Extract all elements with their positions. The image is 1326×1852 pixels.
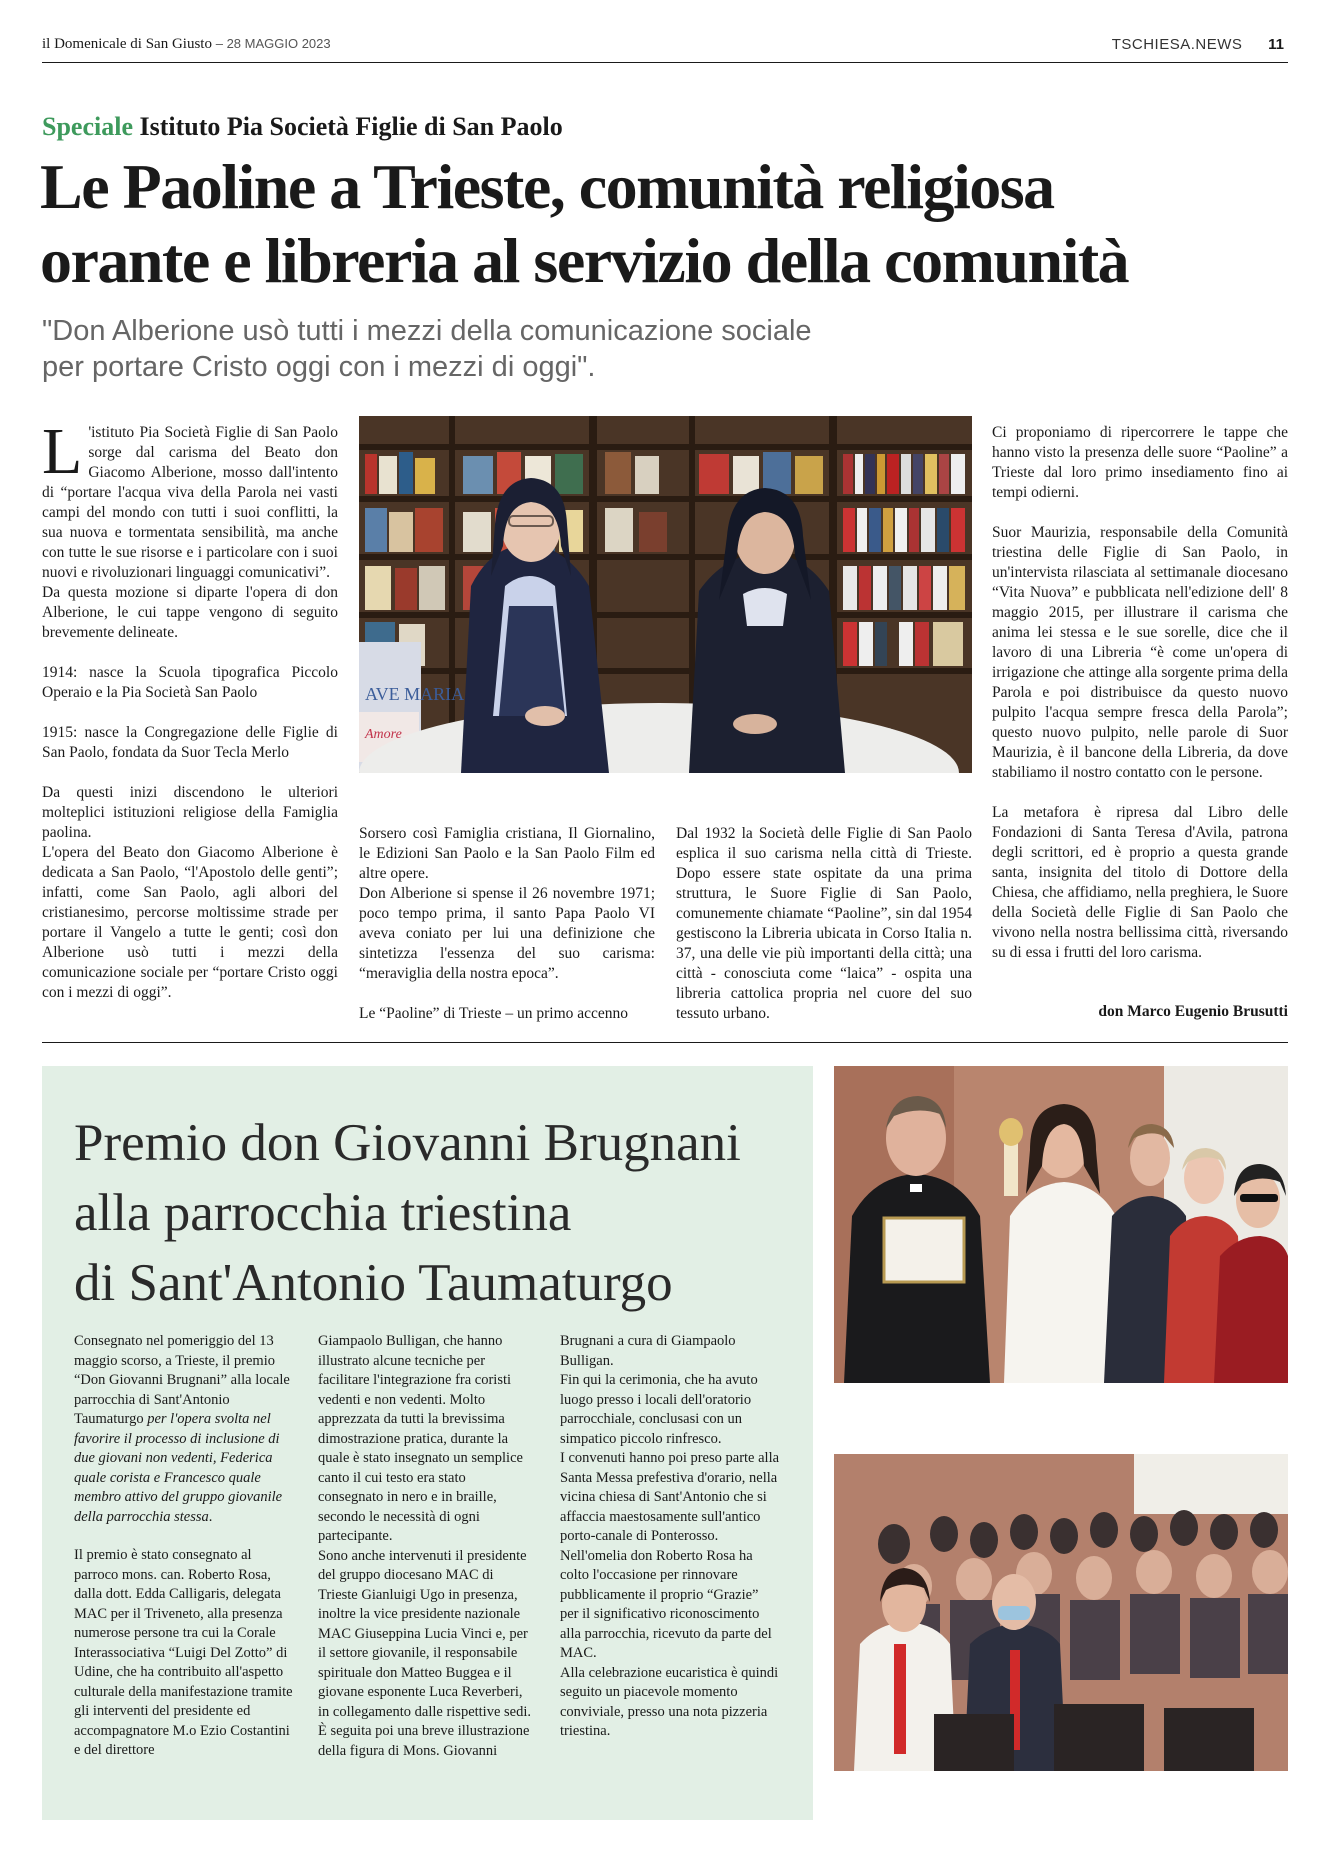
author-signature: don Marco Eugenio Brusutti (1098, 1003, 1288, 1020)
photo-nuns-in-bookshop (359, 416, 972, 773)
paragraph: Sono anche intervenuti il presidente del gruppo diocesano MAC di Trieste Gianluigi Ugo in presenza, inoltre la vice presidente nazionale MAC Giuseppina Lucia Vinci e, per il settore giovanile, il responsabile spirituale don Matteo Buggea e il giovane esponente Luca Reverberi, in collegamento dalle rispettive sedi. (318, 1547, 532, 1720)
title-line-1: Premio don Giovanni Brugnani (74, 1114, 741, 1172)
photo-audience (834, 1454, 1288, 1771)
paragraph: È seguita poi una breve illustrazione della figura di Mons. Giovanni (318, 1723, 530, 1759)
page-number: 11 (1268, 36, 1284, 53)
header-rule (42, 62, 1288, 63)
running-header-right (1112, 36, 1284, 54)
paragraph: 1914: nasce la Scuola tipografica Piccolo Operaio e la Pia Società San Paolo (42, 664, 338, 701)
paragraph: 1915: nasce la Congregazione delle Figlie di San Paolo, fondata da Suor Tecla Merlo (42, 724, 338, 761)
award-ceremony-illustration (834, 1066, 1288, 1383)
paragraph: Ci proponiamo di ripercorrere le tappe che hanno visto la presenza delle suore “Paoline” a Trieste dal loro primo insediamento fino ai tempi odierni. (992, 424, 1288, 501)
award-column-1 (74, 1332, 296, 1780)
headline-line-1: Le Paoline a Trieste, comunità religiosa (40, 151, 1054, 222)
article-column-2 (359, 824, 655, 1044)
paragraph: Giampaolo Bulligan, che hanno illustrato alcune tecniche per facilitare l'integrazione fra coristi vedenti e non vedenti. Molto apprezzata da tutti la brevissima dimostrazione pratica, durante la quale è stato insegnato un semplice canto il cui testo era stato consegnato in nero e in braille, secondo le necessità di ogni partecipante. (318, 1333, 523, 1544)
subhead-line-1: "Don Alberione usò tutti i mezzi della comunicazione sociale (42, 315, 812, 347)
paragraph: Fin qui la cerimonia, che ha avuto luogo presso i locali dell'oratorio parrocchiale, conclusasi con un simpatico piccolo rinfresco. (560, 1372, 758, 1447)
section-divider (42, 1042, 1288, 1043)
paragraph: Il premio è stato consegnato al parroco mons. can. Roberto Rosa, dalla dott. Edda Calligaris, delegata MAC per il Triveneto, alla presenza numerose persone tra cui la Corale Interassociativa “Luigi Del Zotto” di Udine, che ha contribuito all'aspetto culturale della manifestazione tramite gli interventi del presidente ed accompagnatore M.o Ezio Costantini e del direttore (74, 1547, 293, 1758)
book-cover-text-amore: Amore (365, 727, 402, 742)
award-article-title (74, 1108, 794, 1318)
paragraph: Don Alberione si spense il 26 novembre 1971; poco tempo prima, il santo Papa Paolo VI aveva coniato per lui una definizione che sintetizza l'essenza del suo carisma: “meraviglia della nostra epoca”. (359, 885, 655, 982)
paragraph: La metafora è ripresa dal Libro delle Fondazioni di Santa Teresa d'Avila, patrona degli scrittori, ed è proprio a questa grande santa, insignita del titolo di Dottore della Chiesa, che affidiamo, nella preghiera, le Suore della Società delle Figlie di San Paolo che vivono nella nostra bellissima città, riversando su di essa i frutti del loro carisma. (992, 804, 1288, 961)
paragraph: L'opera del Beato don Giacomo Alberione è dedicata a San Paolo, “l'Apostolo delle genti”; infatti, come San Paolo, agli albori del cristianesimo, percorse moltissime strade per portare il Vangelo a tutte le genti; così don Alberione usò tutti i mezzi della comunicazione sociale per “portare Cristo oggi con i mezzi di oggi”. (42, 844, 338, 1001)
article-headline (40, 150, 1300, 298)
kicker-topic: Istituto Pia Società Figlie di San Paolo (139, 112, 563, 141)
site-name: TSCHIESA.NEWS (1111, 36, 1243, 53)
photo-award-ceremony (834, 1066, 1288, 1383)
drop-cap: L (42, 415, 83, 488)
paragraph: Suor Maurizia, responsabile della Comunità triestina delle Figlie di San Paolo, in un'intervista rilasciata al settimanale diocesano “Vita Nuova” e pubblicata nell'edizione dell' 8 maggio 2015, per illustrare il carisma che anima lei stessa e le sue sorelle, dice che il lavoro di una Libreria “è come un'opera di irrigazione che attinge alla sorgente prima della Parola e poi distribuisce da questo nuovo pulpito l'acqua sempre fresca della Parola”; questo nuovo pulpito, nelle parole di Suor Maurizia, è il bancone della Libreria, da dove stabiliamo il nostro contatto con le persone. (992, 524, 1288, 781)
article-kicker (42, 112, 563, 142)
paragraph: Sorsero così Famiglia cristiana, Il Giornalino, le Edizioni San Paolo e la San Paolo Film ed altre opere. (359, 825, 655, 882)
title-line-2: alla parrocchia triestina (74, 1184, 572, 1242)
paragraph: Da questi inizi discendono le ulteriori molteplici istituzioni religiose della Famiglia paolina. (42, 784, 338, 841)
article-column-1 (42, 415, 338, 1023)
kicker-section: Speciale (42, 112, 133, 141)
article-subhead (42, 313, 1042, 385)
article-column-4 (992, 423, 1288, 983)
headline-line-2: orante e libreria al servizio della comunità (40, 225, 1129, 296)
publication-name: il Domenicale di San Giusto (42, 36, 212, 52)
article-column-3 (676, 824, 972, 1044)
running-header-left (42, 36, 331, 53)
paragraph: Consegnato nel pomeriggio del 13 maggio scorso, a Trieste, il premio “Don Giovanni Brugnani” alla locale parrocchia di Sant'Antonio Taumaturgo per l'opera svolta nel favorire il processo di inclusione di due giovani non vedenti, Federica quale corista e Francesco quale membro attivo del gruppo giovanile della parrocchia stessa. (74, 1333, 290, 1525)
award-column-2 (318, 1332, 532, 1761)
audience-illustration (834, 1454, 1288, 1771)
book-cover-text-ave: AVE MARIA (365, 684, 465, 704)
italic-motivation: per l'opera svolta nel favorire il processo di inclusione di due giovani non vedenti, Federica quale corista e Francesco quale membro attivo del gruppo giovanile della parrocchia stessa (74, 1411, 283, 1525)
subhead-line-2: per portare Cristo oggi con i mezzi di oggi". (42, 351, 596, 383)
award-column-3 (560, 1332, 780, 1742)
bookshop-photo-illustration (359, 416, 972, 773)
paragraph: Brugnani a cura di Giampaolo Bulligan. (560, 1333, 736, 1369)
subsection-heading: Le “Paoline” di Trieste – un primo accenno (359, 1005, 629, 1022)
paragraph: Alla celebrazione eucaristica è quindi seguito un piacevole momento conviviale, presso una nota pizzeria triestina. (560, 1664, 779, 1739)
paragraph: Dal 1932 la Società delle Figlie di San Paolo esplica il suo carisma nella città di Trieste. Dopo essere state ospitate da una prima struttura, le Suore Figlie di San Paolo, comunemente chiamate “Paoline”, sin dal 1954 gestiscono la Libreria ubicata in Corso Italia n. 37, una delle vie più importanti della città; una città - conosciuta come “laica” - ospita una libreria cattolica propria nel cuore del suo tessuto urbano. (676, 825, 972, 1022)
title-line-3: di Sant'Antonio Taumaturgo (74, 1254, 673, 1312)
paragraph: L 'istituto Pia Società Figlie di San Paolo sorge dal carisma del Beato don Giacomo Alberione, mosso dall'intento di “portare l'acqua viva della Parola nei vasti campi del mondo con tutti i suoi conflitti, la sua nuova e tormentata sensibilità, ma anche con tutte le sue risorse e i particolare con i suoi nuovi e rivoluzionari linguaggi comunicativi”. Da questa mozione si diparte l'opera di don Alberione, le cui tappe vengono di seguito brevemente delineate. (42, 415, 338, 641)
paragraph: I convenuti hanno poi preso parte alla Santa Messa prefestiva d'orario, nella vicina chiesa di Sant'Antonio che si affaccia maestosamente sull'antico porto-canale di Ponterosso. (560, 1450, 780, 1544)
issue-date: – 28 MAGGIO 2023 (215, 36, 331, 51)
paragraph: Nell'omelia don Roberto Rosa ha colto l'occasione per rinnovare pubblicamente il proprio “Grazie” per il significativo riconoscimento alla parrocchia, ricevuto da parte del MAC. (560, 1547, 772, 1661)
